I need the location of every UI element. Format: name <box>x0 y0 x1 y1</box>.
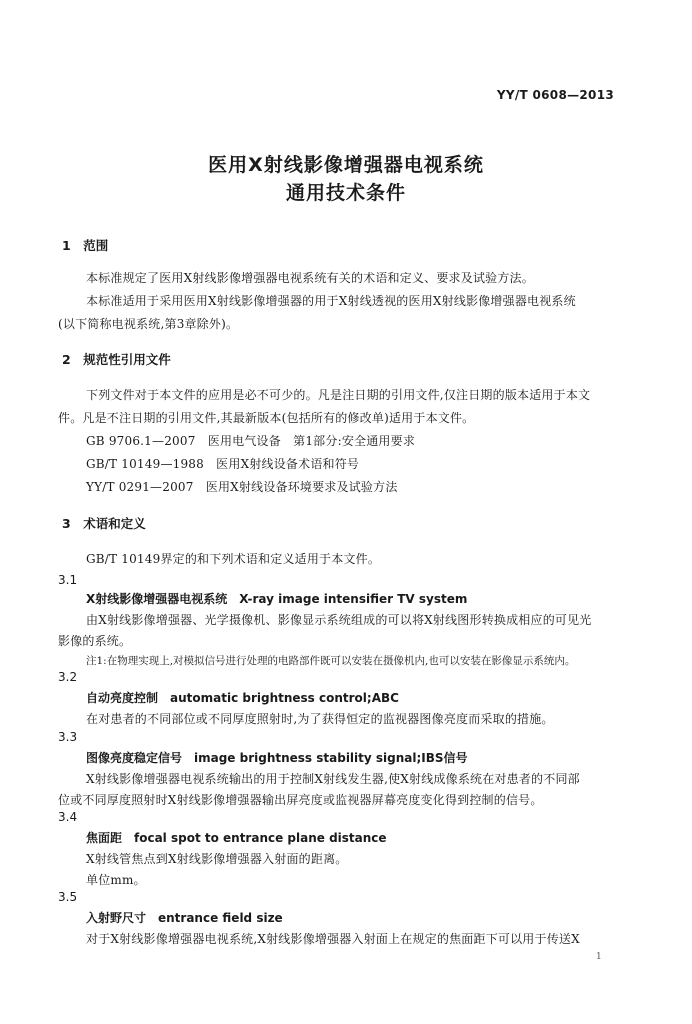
term-definition-line1: 对于X射线影像增强器电视系统,X射线影像增强器入射面上在规定的焦面距下可以用于传送X <box>86 932 580 946</box>
section-2-paragraph-line1: 下列文件对于本文件的应用是必不可少的。凡是注日期的引用文件,仅注日期的版本适用于本文 <box>86 388 591 402</box>
section-1-heading: 1 范围 <box>62 238 109 253</box>
section-2-paragraph-line2: 件。凡是不注日期的引用文件,其最新版本(包括所有的修改单)适用于本文件。 <box>58 411 475 425</box>
section-2-heading: 2 规范性引用文件 <box>62 352 171 367</box>
term-number: 3.5 <box>58 890 78 904</box>
document-title-line1: 医用X射线影像增强器电视系统 <box>208 154 484 176</box>
term-definition-line1: 由X射线影像增强器、光学摄像机、影像显示系统组成的可以将X射线图形转换成相应的可见光 <box>86 613 592 627</box>
term-number: 3.4 <box>58 810 78 824</box>
term-note: 注1:在物理实现上,对模拟信号进行处理的电路部件既可以安装在摄像机内,也可以安装在影像显示系统内。 <box>86 655 576 667</box>
term-title: X射线影像增强器电视系统 X-ray image intensifier TV system <box>86 592 468 606</box>
term-definition: X射线管焦点到X射线影像增强器入射面的距离。 <box>86 852 348 866</box>
term-definition: 在对患者的不同部位或不同厚度照射时,为了获得恒定的监视器图像亮度而采取的措施。 <box>86 712 554 726</box>
term-definition-line2: 影像的系统。 <box>58 634 132 648</box>
section-1-paragraph-2-line1: 本标准适用于采用医用X射线影像增强器的用于X射线透视的医用X射线影像增强器电视系统 <box>86 294 576 308</box>
term-title: 焦面距 focal spot to entrance plane distance <box>86 831 387 845</box>
reference-item: GB/T 10149—1988 医用X射线设备术语和符号 <box>86 457 360 471</box>
term-definition-line2: 位或不同厚度照射时X射线影像增强器输出屏亮度或监视器屏幕亮度变化得到控制的信号。 <box>58 793 543 807</box>
document-title-line2: 通用技术条件 <box>285 182 406 204</box>
section-3-heading: 3 术语和定义 <box>62 516 146 531</box>
term-title: 入射野尺寸 entrance field size <box>86 911 283 925</box>
term-unit: 单位mm。 <box>86 873 146 887</box>
section-1-paragraph-2-line2: (以下简称电视系统,第3章除外)。 <box>58 317 239 331</box>
reference-item: YY/T 0291—2007 医用X射线设备环境要求及试验方法 <box>86 480 398 494</box>
section-3-intro: GB/T 10149界定的和下列术语和定义适用于本文件。 <box>86 552 381 566</box>
standard-number: YY/T 0608—2013 <box>496 88 614 102</box>
term-number: 3.1 <box>58 573 78 587</box>
term-title: 图像亮度稳定信号 image brightness stability signal;IBS信号 <box>86 751 468 765</box>
term-number: 3.2 <box>58 670 78 684</box>
term-title: 自动亮度控制 automatic brightness control;ABC <box>86 691 399 705</box>
reference-item: GB 9706.1—2007 医用电气设备 第1部分:安全通用要求 <box>86 434 416 448</box>
section-1-paragraph-1: 本标准规定了医用X射线影像增强器电视系统有关的术语和定义、要求及试验方法。 <box>86 271 534 285</box>
term-definition-line1: X射线影像增强器电视系统输出的用于控制X射线发生器,使X射线成像系统在对患者的不同部 <box>86 772 580 786</box>
page-number: 1 <box>596 952 602 962</box>
term-number: 3.3 <box>58 730 78 744</box>
